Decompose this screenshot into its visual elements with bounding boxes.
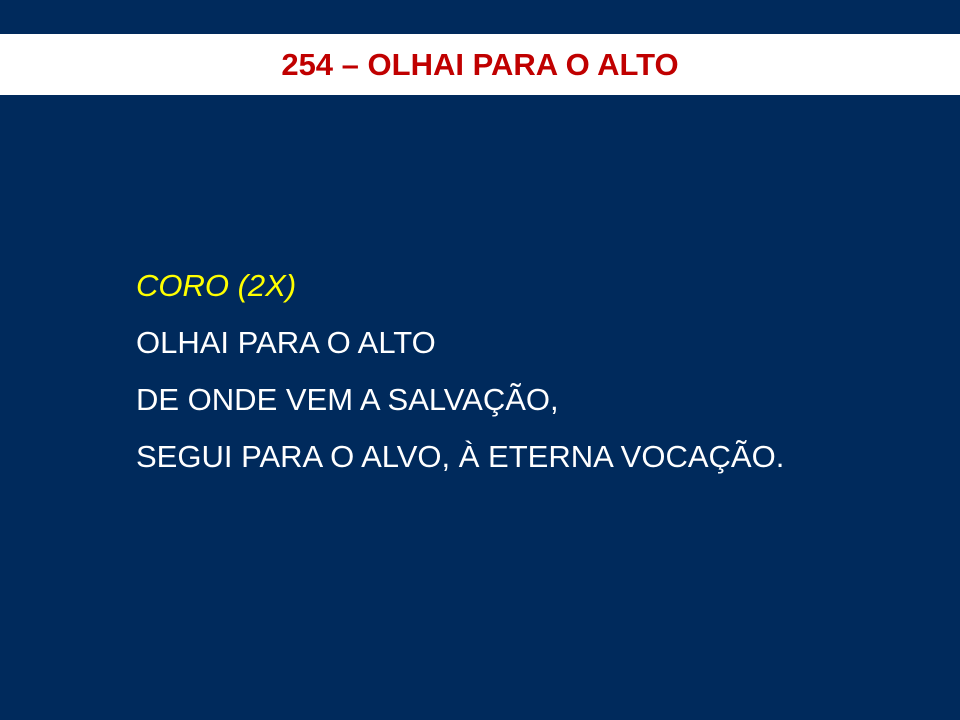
lyric-line-2: DE ONDE VEM A SALVAÇÃO,	[136, 382, 559, 417]
slide-title: 254 – OLHAI PARA O ALTO	[281, 47, 679, 82]
title-bar	[0, 34, 960, 95]
lyric-line-1: OLHAI PARA O ALTO	[136, 325, 436, 360]
lyric-line-3: SEGUI PARA O ALVO, À ETERNA VOCAÇÃO.	[136, 439, 785, 474]
chorus-label: CORO (2X)	[136, 268, 297, 303]
lyrics-block	[136, 263, 936, 491]
